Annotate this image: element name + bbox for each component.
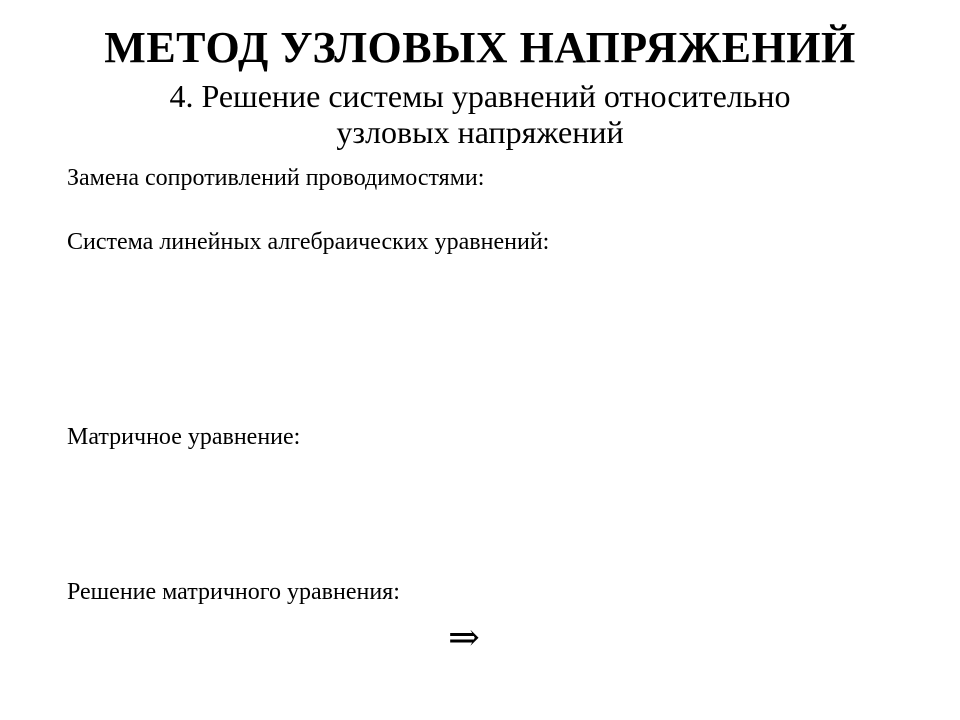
slide-title: МЕТОД УЗЛОВЫХ НАПРЯЖЕНИЙ <box>104 23 856 72</box>
implies-symbol: ⇒ <box>448 617 480 659</box>
conductance-substitution-label: Замена сопротивлений проводимостями: <box>67 165 485 191</box>
slide-subtitle-line-2: узловых напряжений <box>336 114 624 150</box>
slide-subtitle-line-1: 4. Решение системы уравнений относительно <box>169 78 791 114</box>
matrix-equation-solution-label: Решение матричного уравнения: <box>67 579 400 605</box>
linear-equations-system-label: Система линейных алгебраических уравнений: <box>67 229 550 255</box>
matrix-equation-label: Матричное уравнение: <box>67 424 301 450</box>
